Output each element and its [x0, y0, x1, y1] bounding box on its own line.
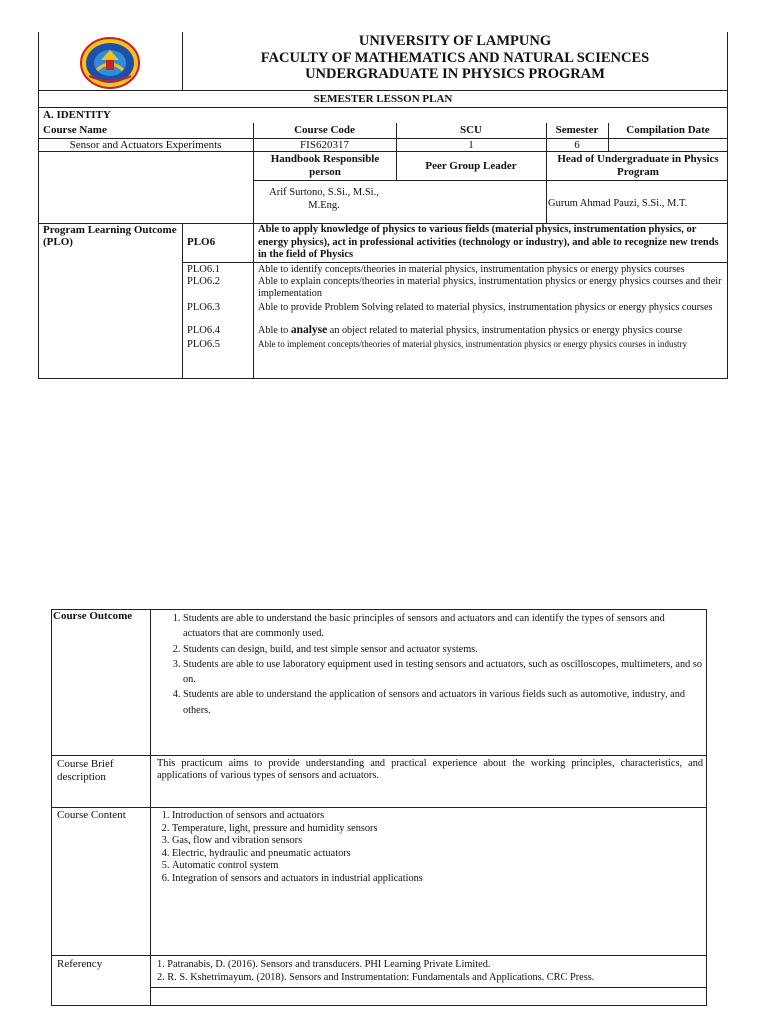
course-content-item: 6. Integration of sensors and actuators in industrial applications	[172, 873, 703, 886]
university-logo-icon	[79, 36, 141, 90]
plo-item-code: PLO6.2	[187, 276, 220, 287]
semester-value: 6	[574, 139, 580, 151]
plo-item-text: Able to identify concepts/theories in material physics, instrumentation physics or energy physics courses	[258, 264, 685, 275]
scu-value: 1	[468, 139, 474, 151]
course-brief-label: Course Brief description	[57, 758, 114, 783]
course-code-value: FIS620317	[300, 139, 349, 151]
faculty-name: FACULTY OF MATHEMATICS AND NATURAL SCIENCES	[260, 49, 650, 66]
handbook-responsible-name: Arif Surtono, S.Si., M.Si., M.Eng.	[269, 187, 379, 211]
semester-label: Semester	[555, 124, 599, 136]
course-outcome-label: Course Outcome	[53, 610, 133, 622]
reference-list	[157, 959, 703, 984]
reference-item: 2. R. S. Kshetrimayum. (2018). Sensors and Instrumentation: Fundamentals and Applications. CRC Press.	[157, 971, 595, 983]
university-name: UNIVERSITY OF LAMPUNG	[358, 33, 552, 49]
plo-item-text: Able to analyse an object related to material physics, instrumentation physics or energy physics course	[258, 324, 683, 336]
scu-label: SCU	[459, 124, 482, 136]
compilation-date-label: Compilation Date	[626, 124, 710, 136]
course-content-item: 5. Automatic control system	[172, 860, 703, 873]
plo-item-text: Able to explain concepts/theories in material physics, instrumentation physics or energy physics courses and their implementation	[258, 276, 722, 299]
course-content-label: Course Content	[57, 809, 126, 821]
plo-item-code: PLO6.4	[187, 325, 220, 336]
plo-item-code: PLO6.1	[187, 264, 220, 275]
course-outcome-item: 2. Students can design, build, and test simple sensor and actuator systems.	[183, 642, 703, 657]
course-content-item: 3. Gas, flow and vibration sensors	[172, 835, 703, 848]
head-of-program-name: Gurum Ahmad Pauzi, S.Si., M.T.	[548, 198, 688, 209]
plo-item-code: PLO6.3	[187, 302, 220, 313]
peer-group-leader-label: Peer Group Leader	[425, 160, 517, 172]
course-outcome-item: 4. Students are able to understand the application of sensors and actuators in various fields such as automotive, industry, and others.	[183, 687, 703, 718]
reference-item: 1. Patranabis, D. (2016). Sensors and transducers. PHI Learning Private Limited.	[157, 959, 491, 970]
plo-description: Able to apply knowledge of physics to various fields (material physics, instrumentation physics, or energy physics), act in professional activities (technology or industry), and able to recognize new trends in the field of Physics	[258, 224, 719, 260]
identity-section-heading: A. IDENTITY	[43, 109, 111, 121]
course-outcome-item: 3. Students are able to use laboratory equipment used in testing sensors and actuators, such as oscilloscopes, multimeters, and so on.	[183, 657, 703, 688]
program-name: UNDERGRADUATE IN PHYSICS PROGRAM	[305, 66, 605, 82]
plo-item-code: PLO6.5	[187, 339, 220, 350]
plo-code: PLO6	[187, 236, 216, 248]
reference-label: Referency	[57, 958, 103, 970]
document-title: SEMESTER LESSON PLAN	[313, 93, 453, 105]
course-brief-text: This practicum aims to provide understanding and practical experience about the working principles, characteristics, and applications of various types of sensors and actuators.	[157, 758, 703, 781]
plo-item-text: Able to provide Problem Solving related to material physics, instrumentation physics or energy physics courses	[258, 302, 713, 313]
plo-item-text: Able to implement concepts/theories of material physics, instrumentation physics or energy physics courses in industry	[258, 339, 687, 349]
head-of-program-label: Head of Undergraduate in Physics Program	[557, 153, 719, 178]
course-content-item: 4. Electric, hydraulic and pneumatic actuators	[172, 848, 703, 861]
course-outcome-list	[155, 611, 703, 718]
course-content-item: 1. Introduction of sensors and actuators	[172, 810, 703, 823]
handbook-responsible-label: Handbook Responsible person	[270, 153, 380, 178]
course-name-value: Sensor and Actuators Experiments	[69, 139, 222, 151]
course-name-label: Course Name	[43, 124, 107, 136]
plo-label: Program Learning Outcome (PLO)	[43, 224, 177, 248]
course-content-item: 2. Temperature, light, pressure and humidity sensors	[172, 823, 703, 836]
course-code-label: Course Code	[294, 124, 355, 136]
course-outcome-item: 1. Students are able to understand the basic principles of sensors and actuators and can identify the types of sensors and actuators that are commonly used.	[183, 611, 703, 642]
course-content-list	[155, 810, 703, 886]
